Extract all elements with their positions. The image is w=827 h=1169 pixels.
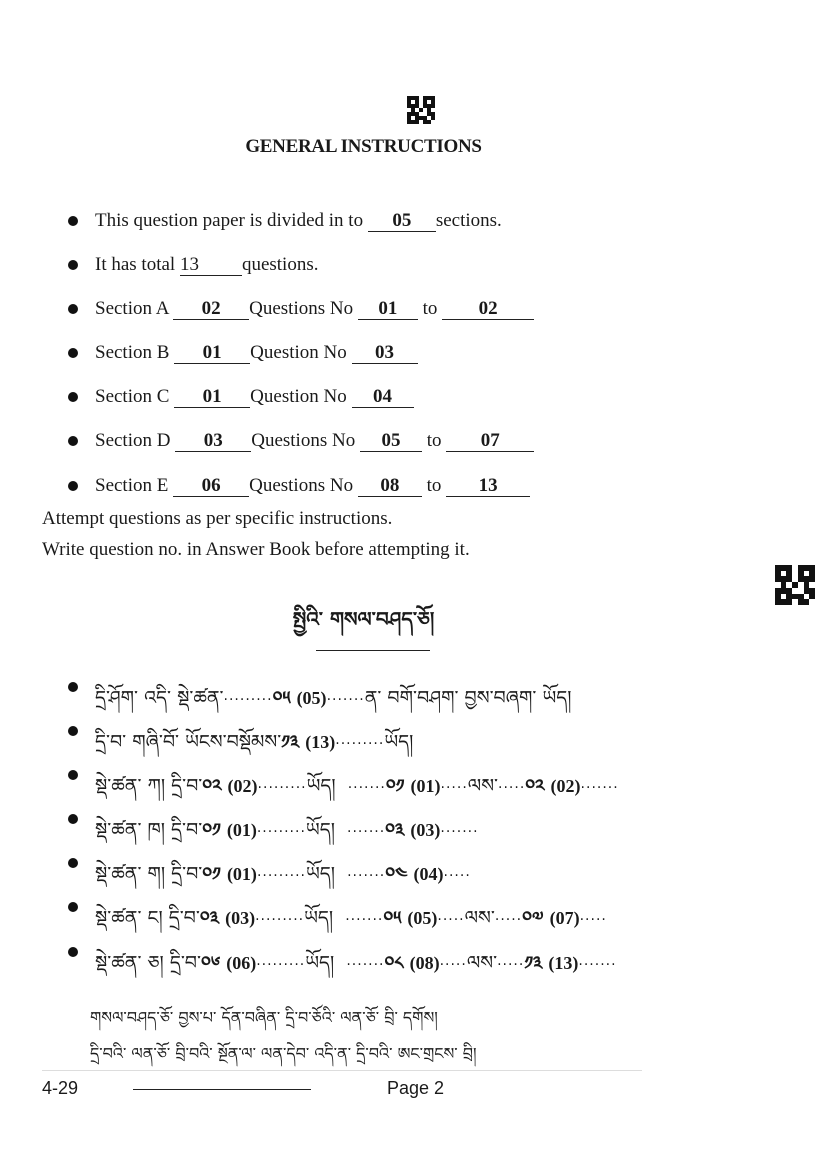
bullet-icon	[68, 770, 78, 780]
footer-divider	[42, 1070, 642, 1071]
bullet-icon	[68, 260, 78, 270]
bullet-icon	[68, 304, 78, 314]
page-title: GENERAL INSTRUCTIONS	[245, 136, 482, 157]
bullet-icon	[68, 726, 78, 736]
bullet-icon	[68, 902, 78, 912]
side-qr-code-icon	[775, 565, 815, 605]
tibetan-note: གསལ་བཤད་ཅོ་ བྱས་པ་ དོན་བཞིན་ དྲི་བ་ཅོའི་ ལན་ཅོ་ བྲི་ དགོས།	[90, 1008, 438, 1027]
bullet-icon	[68, 947, 78, 957]
footer-line	[133, 1089, 311, 1090]
qr-code-icon	[407, 96, 435, 124]
title-divider	[316, 650, 430, 651]
bullet-icon	[68, 814, 78, 824]
instruction-note: Write question no. in Answer Book before attempting it.	[42, 539, 470, 560]
bullet-icon	[68, 481, 78, 491]
bullet-icon	[68, 858, 78, 868]
paper-code: 4-29	[42, 1078, 79, 1098]
bullet-icon	[68, 348, 78, 358]
bullet-icon	[68, 682, 78, 692]
bullet-icon	[68, 392, 78, 402]
tibetan-title: སྤྱིའི་ གསལ་བཤད་ཅོ།	[292, 607, 435, 631]
page-number: Page 2	[387, 1078, 445, 1098]
tibetan-note: དྲི་བའི་ ལན་ཅོ་ བྲི་བའི་ སྔོན་ལ་ ལན་དེབ་ འདི་ན་ དྲི་བའི་ ཨང་གྲངས་ བྲི།	[90, 1044, 477, 1063]
bullet-icon	[68, 216, 78, 226]
instruction-note: Attempt questions as per specific instructions.	[42, 508, 393, 529]
bullet-icon	[68, 436, 78, 446]
